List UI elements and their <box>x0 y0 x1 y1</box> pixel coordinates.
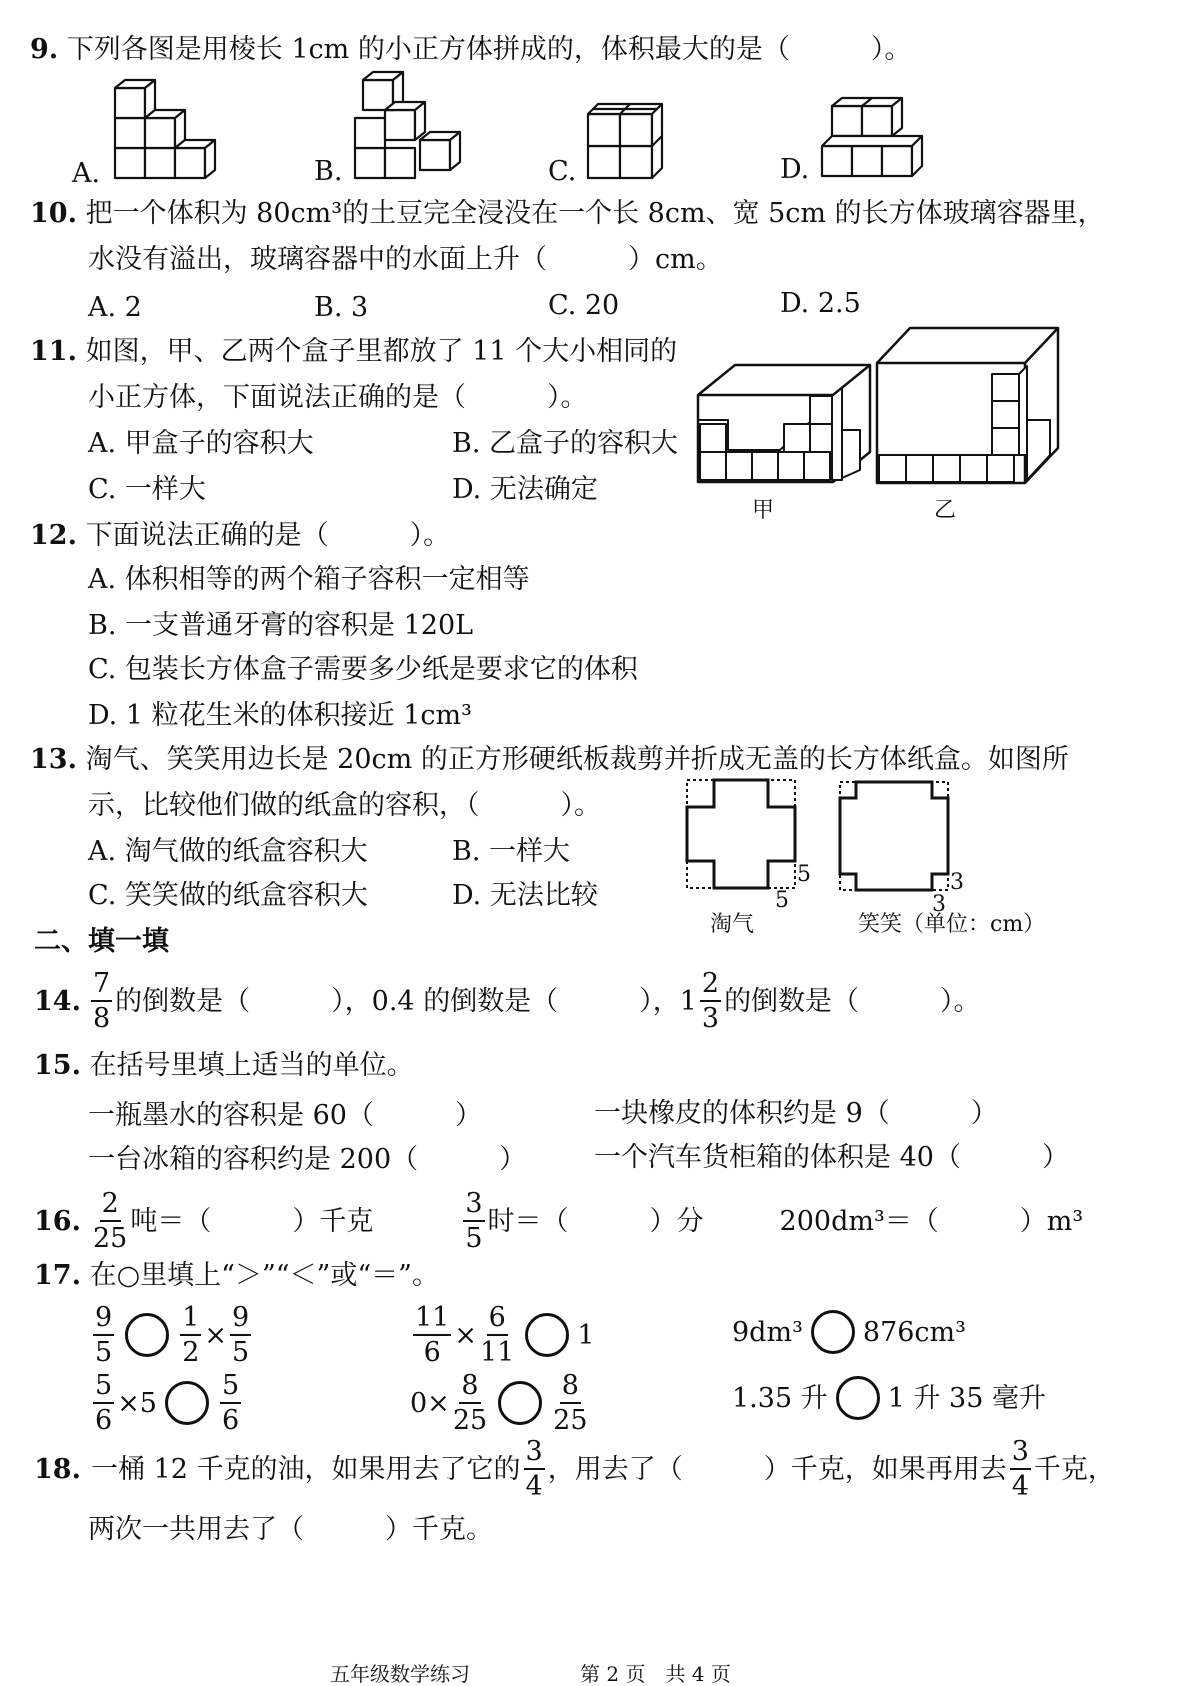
xiaoxiao-cardboard <box>840 782 948 890</box>
q10-option-c[interactable]: C. 20 <box>548 290 620 321</box>
q13-option-c[interactable]: C. 笑笑做的纸盒容积大 <box>88 880 368 911</box>
q17-item-3 <box>732 1310 966 1354</box>
q10-stem-line1 <box>30 200 1105 227</box>
q16-part-a[interactable]: 吨＝（ ）千克 <box>130 1205 374 1237</box>
q11-option-d[interactable]: D. 无法确定 <box>452 474 598 505</box>
q17-item-6 <box>732 1376 1046 1420</box>
question-number: 16. <box>34 1205 81 1237</box>
compare-circle[interactable] <box>498 1381 542 1425</box>
fraction-3-5: $\frac{3}{5}$ <box>465 1188 483 1254</box>
q9-option-c[interactable]: C. <box>548 156 577 187</box>
value-left: 9dm³ <box>732 1316 803 1348</box>
xiaoxiao-label: 笑笑（单位：cm） <box>858 912 1046 937</box>
fraction: $\frac{5}{6}$ <box>222 1370 240 1436</box>
question-number: 12. <box>30 520 77 551</box>
q11-stem-line1 <box>30 338 677 365</box>
q15-blank-container[interactable]: 一个汽车货柜箱的体积是 40（ ） <box>594 1142 1069 1173</box>
q13-option-b[interactable]: B. 一样大 <box>452 836 571 867</box>
footer-left: 五年级数学练习 <box>330 1662 470 1686</box>
q9-option-d[interactable]: D. <box>780 154 810 185</box>
taoqi-cardboard <box>687 780 795 888</box>
q18-line1 <box>34 1438 1115 1500</box>
fraction-7-8: $\frac{7}{8}$ <box>92 968 111 1034</box>
q17-item-5 <box>410 1372 591 1434</box>
q10-option-d[interactable]: D. 2.5 <box>780 288 861 319</box>
q12-option-d[interactable]: D. 1 粒花生米的体积接近 1cm³ <box>88 700 472 731</box>
q17-item-2 <box>410 1304 595 1366</box>
question-number: 18. <box>34 1453 81 1485</box>
taoqi-dim-side: 5 <box>797 862 811 887</box>
figure-d-cubes <box>822 98 922 176</box>
compare-circle[interactable] <box>165 1381 209 1425</box>
q10-option-a[interactable]: A. 2 <box>88 292 142 323</box>
fraction: $\frac{9}{5}$ <box>232 1302 250 1368</box>
box-yi <box>877 328 1058 483</box>
value-right: 876cm³ <box>862 1316 966 1348</box>
taoqi-label: 淘气 <box>710 912 755 937</box>
times-sign: × <box>454 1319 477 1351</box>
q11-option-b[interactable]: B. 乙盒子的容积大 <box>452 428 679 459</box>
question-number: 17. <box>34 1260 81 1291</box>
question-text: 淘气、笑笑用边长是 20cm 的正方形硬纸板裁剪并折成无盖的长方体纸盒。如图所 <box>85 744 1069 775</box>
q18-text-1: 一桶 12 千克的油，如果用去了它的 <box>90 1453 521 1485</box>
question-text: 把一个体积为 80cm³的土豆完全浸没在一个长 8cm、宽 5cm 的长方体玻璃容器里， <box>85 198 1105 229</box>
q13-option-d[interactable]: D. 无法比较 <box>452 880 598 911</box>
value-right: 1 升 35 毫升 <box>887 1382 1046 1414</box>
q15-blank-fridge[interactable]: 一台冰箱的容积约是 200（ ） <box>88 1144 527 1175</box>
xiaoxiao-dim-side: 3 <box>950 870 964 895</box>
zero-times: 0× <box>410 1387 450 1419</box>
q17-item-4 <box>90 1372 244 1434</box>
q18-text-2[interactable]: ，用去了（ ）千克，如果再用去 <box>547 1453 1007 1485</box>
compare-circle[interactable] <box>525 1313 569 1357</box>
xiaoxiao-dim-bottom: 3 <box>932 892 946 917</box>
q17-stem <box>34 1262 439 1289</box>
fraction-3-4: $\frac{3}{4}$ <box>1011 1436 1029 1502</box>
fraction: $\frac{9}{5}$ <box>95 1302 113 1368</box>
q14-text-1: 的倒数是（ ），0.4 的倒数是（ ），1 <box>115 985 697 1017</box>
times-sign: × <box>204 1319 227 1351</box>
figure-a-cubes <box>115 80 215 178</box>
question-text: 如图，甲、乙两个盒子里都放了 11 个大小相同的 <box>85 336 678 367</box>
fraction-2-25: $\frac{2}{25}$ <box>92 1188 128 1254</box>
q18-text-3: 千克， <box>1033 1453 1115 1485</box>
q16-part-b[interactable]: 时＝（ ）分 <box>487 1205 704 1237</box>
box-jia <box>698 365 870 482</box>
q10-stem-line2: 水没有溢出，玻璃容器中的水面上升（ ）cm。 <box>88 244 723 275</box>
question-number: 10. <box>30 198 77 229</box>
q13-option-a[interactable]: A. 淘气做的纸盒容积大 <box>88 836 368 867</box>
fraction: $\frac{11}{6}$ <box>415 1302 450 1368</box>
q12-stem <box>30 522 450 549</box>
question-text: 在括号里填上适当的单位。 <box>89 1050 414 1081</box>
figure-b-cubes <box>355 72 460 178</box>
question-number: 11. <box>30 336 77 367</box>
question-number: 13. <box>30 744 77 775</box>
q14-line <box>34 970 981 1032</box>
q15-blank-ink[interactable]: 一瓶墨水的容积是 60（ ） <box>88 1100 482 1131</box>
q12-option-a[interactable]: A. 体积相等的两个箱子容积一定相等 <box>88 564 530 595</box>
compare-circle[interactable] <box>836 1376 880 1420</box>
q9-option-b[interactable]: B. <box>314 156 343 187</box>
section-title: 二、填一填 <box>34 926 169 957</box>
taoqi-dim-bottom: 5 <box>775 888 789 913</box>
footer-page: 第 2 页 共 4 页 <box>580 1662 731 1686</box>
fraction: $\frac{6}{11}$ <box>479 1302 515 1368</box>
box-jia-label: 甲 <box>752 498 775 523</box>
fraction: $\frac{5}{6}$ <box>95 1370 113 1436</box>
fraction-3-4: $\frac{3}{4}$ <box>525 1436 543 1502</box>
q18-line2[interactable]: 两次一共用去了（ ）千克。 <box>88 1514 493 1545</box>
question-number: 15. <box>34 1050 81 1081</box>
number-one: 1 <box>577 1319 595 1351</box>
q13-stem-line1 <box>30 746 1069 773</box>
q9-stem <box>30 36 911 63</box>
question-text: 下列各图是用棱长 1cm 的小正方体拼成的，体积最大的是（ ）。 <box>66 34 912 65</box>
q15-blank-eraser[interactable]: 一块橡皮的体积约是 9（ ） <box>594 1098 998 1129</box>
compare-circle[interactable] <box>125 1313 169 1357</box>
fraction-2-3: $\frac{2}{3}$ <box>701 968 720 1034</box>
q11-option-a[interactable]: A. 甲盒子的容积大 <box>88 428 314 459</box>
box-yi-label: 乙 <box>934 498 957 523</box>
q9-option-a[interactable]: A. <box>72 158 101 189</box>
q11-stem-line2: 小正方体，下面说法正确的是（ ）。 <box>88 382 588 413</box>
question-text: 在○里填上“＞”“＜”或“＝”。 <box>89 1260 439 1291</box>
q12-option-b[interactable]: B. 一支普通牙膏的容积是 120L <box>88 610 474 641</box>
fraction: $\frac{1}{2}$ <box>182 1302 200 1368</box>
value-left: 1.35 升 <box>732 1382 828 1414</box>
question-number: 9. <box>30 34 59 65</box>
q12-option-c[interactable]: C. 包装长方体盒子需要多少纸是要求它的体积 <box>88 654 638 685</box>
fraction: $\frac{8}{25}$ <box>452 1370 488 1436</box>
q11-option-c[interactable]: C. 一样大 <box>88 474 206 505</box>
question-number: 14. <box>34 985 81 1017</box>
times-five: ×5 <box>117 1387 157 1419</box>
q13-stem-line2: 示，比较他们做的纸盒的容积，（ ）。 <box>88 790 601 821</box>
q14-text-2: 的倒数是（ ）。 <box>724 985 981 1017</box>
q15-stem <box>34 1052 414 1079</box>
fraction: $\frac{8}{25}$ <box>553 1370 588 1436</box>
q16-line <box>34 1190 1083 1252</box>
q10-option-b[interactable]: B. 3 <box>314 292 369 323</box>
q17-item-1 <box>90 1304 254 1366</box>
figure-c-cubes <box>588 104 662 178</box>
compare-circle[interactable] <box>811 1310 855 1354</box>
question-text: 下面说法正确的是（ ）。 <box>85 520 451 551</box>
q16-part-c[interactable]: 200dm³＝（ ）m³ <box>779 1205 1084 1237</box>
